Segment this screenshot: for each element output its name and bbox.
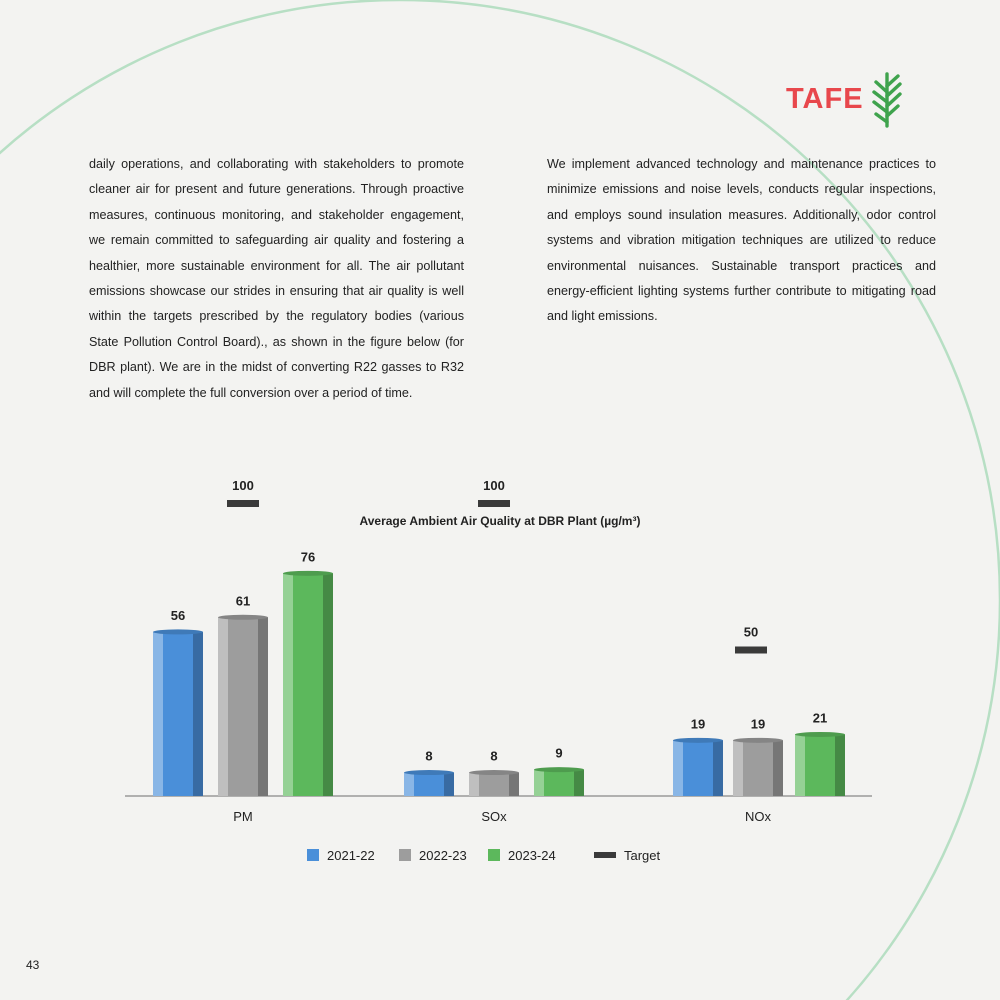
body-paragraph-right: We implement advanced technology and maintenance practices to minimize emissions and noise levels, conducts regular inspections, and employs sound insulation measures. Additionally, odor control systems and vibration mitigation techniques are utilized to reduce environmental nuisances. Sustainable transport practices and energy-efficient lighting systems further contribute to mitigating road and light emissions. [547, 157, 936, 324]
data-label-2022-23-PM: 61 [235, 593, 251, 609]
target-marker-NOx [735, 647, 767, 654]
data-label-2022-23-SOx: 8 [490, 748, 498, 764]
bar-2022-23-PM [218, 615, 268, 796]
body-column-right [547, 152, 936, 330]
body-paragraph-left: daily operations, and collaborating with stakeholders to promote cleaner air for present and future generations. Through proactive measures, continuous monitoring, and stakeholder engagement, we remain committed to safeguarding air quality and fostering a healthier, more sustainable environment for all. The air pollutant emissions showcase our strides in ensuring that air quality is well within the targets prescribed by the regulatory bodies (various State Pollution Control Board)., as shown in the figure below (for DBR plant). We are in the midst of converting R22 gasses to R32 and will complete the full conversion over a period of time. [89, 157, 464, 400]
legend-label-2021-22: 2021-22 [327, 848, 375, 863]
chart-title: Average Ambient Air Quality at DBR Plant (µg/m³) [359, 514, 641, 528]
logo-text: TAFE [786, 82, 864, 115]
leaf-icon [870, 70, 904, 128]
target-marker-SOx [478, 500, 510, 507]
legend-swatch-2022-23 [399, 849, 411, 861]
page-number: 43 [26, 958, 40, 972]
category-label-NOx: NOx [745, 809, 771, 824]
data-label-2023-24-PM: 76 [300, 549, 316, 565]
target-marker-PM [227, 500, 259, 507]
legend-label-Target: Target [624, 848, 661, 863]
data-label-2021-22-SOx: 8 [425, 748, 433, 764]
legend-label-2023-24: 2023-24 [508, 848, 556, 863]
category-label-PM: PM [233, 809, 253, 824]
bar-2023-24-PM [283, 571, 333, 796]
tafe-logo [786, 70, 904, 128]
bar-2021-22-SOx [404, 770, 454, 796]
target-label-NOx: 50 [743, 624, 759, 640]
data-label-2021-22-NOx: 19 [690, 716, 706, 732]
data-label-2021-22-PM: 56 [170, 607, 186, 623]
data-label-2023-24-SOx: 9 [555, 745, 563, 761]
bar-2023-24-SOx [534, 767, 584, 796]
category-label-SOx: SOx [481, 809, 507, 824]
data-label-2023-24-NOx: 21 [812, 710, 828, 726]
legend-swatch-Target [594, 852, 616, 858]
data-label-2022-23-NOx: 19 [750, 716, 766, 732]
bar-2021-22-PM [153, 629, 203, 796]
legend-swatch-2023-24 [488, 849, 500, 861]
legend-swatch-2021-22 [307, 849, 319, 861]
legend-label-2022-23: 2022-23 [419, 848, 467, 863]
bar-2023-24-NOx [795, 732, 845, 796]
body-column-left [89, 152, 464, 406]
air-quality-chart [0, 478, 1000, 880]
bar-2021-22-NOx [673, 738, 723, 796]
bar-2022-23-SOx [469, 770, 519, 796]
target-label-PM: 100 [232, 478, 254, 493]
bar-2022-23-NOx [733, 738, 783, 796]
target-label-SOx: 100 [483, 478, 505, 493]
